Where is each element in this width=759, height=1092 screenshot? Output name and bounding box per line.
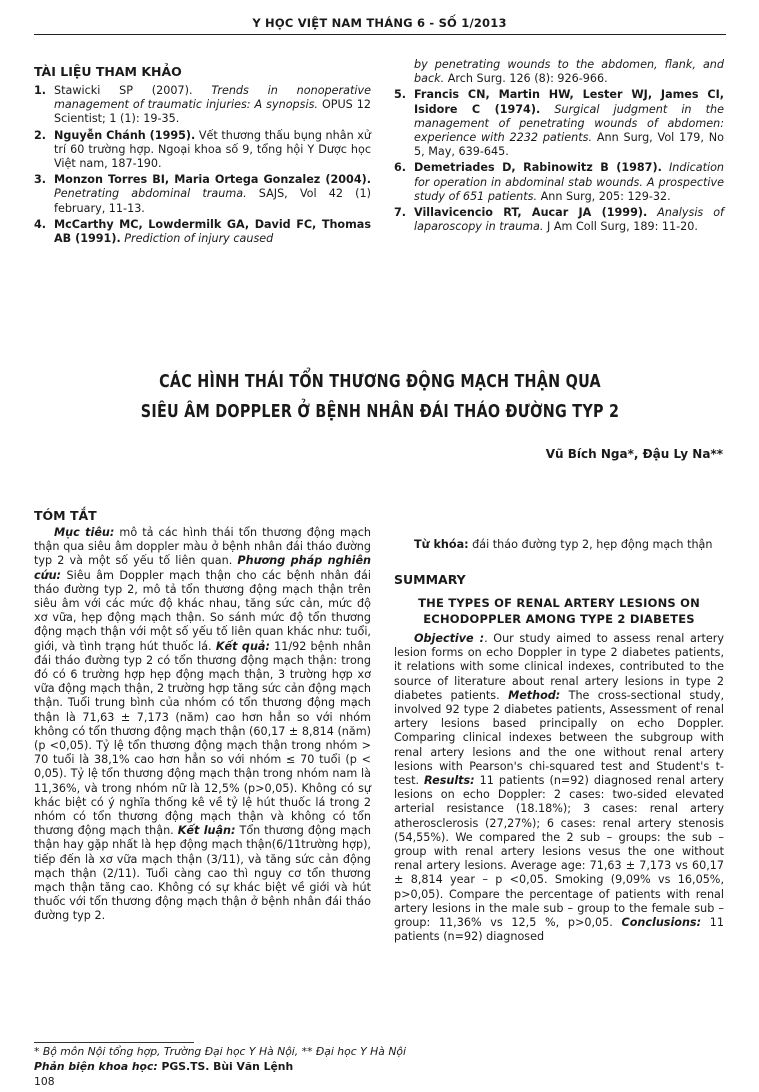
result-label: Kết quả: (215, 639, 270, 653)
article-authors: Vũ Bích Nga*, Đậu Ly Na** (545, 447, 723, 461)
reference-number: 2. (34, 128, 47, 142)
page-number: 108 (34, 1075, 55, 1088)
reference-item (394, 206, 724, 234)
conclusion-label: Kết luận: (177, 824, 236, 838)
reference-item (394, 161, 724, 204)
reference-number: 7. (394, 206, 407, 220)
method-text: Siêu âm Doppler mạch thận cho các bệnh nhân đái tháo đường typ 2, mô tả tổn thương động mạch thận trên siêu âm với các mức độ khác nhau, tăng sức cản, mức độ xơ vữa, hẹp động mạch thận. So sánh mức độ tổn thương động mạch thận với một số yếu tố liên quan khác như: tuổi, giới, và tình trạng hút thuốc lá. (34, 568, 371, 653)
reference-source: SAJS, Vol 42 (1) february, 11-13. (54, 187, 372, 215)
reference-source: Arch Surg. 126 (8): 926-966. (444, 72, 608, 86)
method-label: Method: (508, 688, 561, 702)
footnote-reviewer (34, 1060, 724, 1073)
reference-title: Indication for operation in abdominal stab wounds. A prospective study of 651 patients. (414, 161, 725, 203)
footnote-rule (34, 1042, 194, 1043)
results-text: 11 patients (n=92) diagnosed renal artery lesions on echo Doppler: 2 cases: two-sided elevated arterial resistance (18.18%); 3 cases: renal artery atherosclerosis (27,27%); 6 cases: renal artery stenosis (54,55%). We compared the 2 sub – groups: the sub – group with renal artery lesions vesus the one without renal artery lesions. Average age: 71,63 ± 7,173 vs 60,17 ± 8,814 year – p <0,05. Smoking (9,09% vs 16,05%, p>0,05). Compare the percentage of patients with renal artery lesions in the male sub – group to the female sub – group: 11,36% vs 12,5 %, p>0,05. (394, 774, 725, 930)
result-text: 11/92 bệnh nhân đái tháo đường typ 2 có tổn thương động mạch thận: trong đó có 6 trường hợp hẹp động mạch thận, 3 trường hợp xơ vữa động mạch thận, 2 trường hợp tăng sức cản động mạch thận. Tuổi trung bình của nhóm có tổn thương động mạch thận là 71,63 ± 7,173 (năm) cao hơn hẳn so với nhóm không có tổn thương động mạch thận (60,17 ± 8,814 (năm) (p <0,05). Tỷ lệ tổn thương động mạch thận trong nhóm > 70 tuổi là 38,1% cao hơn hẳn so với nhóm ≤ 70 tuổi (p < 0,05). Tỷ lệ tổn thương động mạch thận trong nhóm nam là 11,36%, và trong nhóm nữ là 12,5% (p>0,05). Không có sự khác biệt có ý nghĩa thống kê về tỷ lệ hút thuốc lá trong 2 nhóm có tổn thương động mạch thận và không có tổn thương động mạch thận. (34, 639, 372, 838)
reference-source: Ann Surg, Vol 179, No 5, May, 639-645. (414, 131, 724, 159)
reference-author: Stawicki SP (2007). (54, 84, 212, 97)
reference-title: Analysis of laparoscopy in trauma. (414, 206, 724, 234)
reference-number: 5. (394, 88, 407, 102)
reference-author: Villavicencio RT, Aucar JA (1999). (414, 206, 648, 220)
reference-number: 3. (34, 173, 47, 187)
objective-label: Objective : (414, 632, 485, 645)
references-left-column (34, 84, 371, 248)
summary-body (394, 632, 724, 944)
reference-number: 4. (34, 217, 47, 231)
keywords-text: đái tháo đường typ 2, hẹp động mạch thận (468, 538, 713, 551)
references-heading: TÀI LIỆU THAM KHẢO (34, 64, 182, 79)
keywords-label: Từ khóa: (414, 538, 469, 551)
reference-title: Prediction of injury caused (120, 232, 274, 246)
article-title-line-2: SIÊU ÂM DOPPLER Ở BỆNH NHÂN ĐÁI THÁO ĐƯỜNG TYP 2 (140, 402, 620, 422)
reference-author: Monzon Torres BI, Maria Ortega Gonzalez (2004). (54, 173, 371, 187)
reference-item (34, 218, 371, 246)
reference-number: 1. (34, 84, 47, 97)
summary-title-line-2: ECHODOPPLER AMONG TYPE 2 DIABETES (423, 612, 695, 626)
summary-paragraph (394, 632, 724, 944)
results-label: Results: (424, 774, 475, 788)
header-rule (34, 34, 726, 35)
keywords-paragraph (394, 538, 724, 552)
conclusions-text: 11 patients (n=92) diagnosed (394, 916, 724, 944)
reviewer-name: PGS.TS. Bùi Văn Lệnh (157, 1060, 294, 1073)
abstract-vi-paragraph (34, 526, 371, 924)
reference-author: Nguyễn Chánh (1995). (54, 128, 196, 142)
article-title-line-1: CÁC HÌNH THÁI TỔN THƯƠNG ĐỘNG MẠCH THẬN QUA (159, 372, 601, 392)
objective-text: mô tả các hình thái tổn thương động mạch thận qua siêu âm doppler màu ở bệnh nhân đái tháo đường typ 2 và một số yếu tố liên quan. (34, 526, 371, 568)
summary-heading: SUMMARY (394, 572, 466, 587)
reference-title: Surgical judgment in the management of penetrating wounds of abdomen: experience with 2232 patients. (414, 102, 725, 145)
keywords-block (394, 538, 724, 552)
reference-source: J Am Coll Surg, 189: 11-20. (543, 220, 698, 234)
reference-continuation (394, 58, 724, 86)
conclusions-label: Conclusions: (621, 916, 702, 930)
reference-number: 6. (394, 161, 407, 175)
references-right-column (394, 58, 724, 236)
summary-title-line-1: THE TYPES OF RENAL ARTERY LESIONS ON (418, 596, 700, 610)
objective-label: Mục tiêu: (54, 526, 115, 539)
footnote-affiliations: * Bộ môn Nội tổng hợp, Trường Đại học Y Hà Nội, ** Đại học Y Hà Nội (34, 1045, 407, 1058)
journal-header: Y HỌC VIỆT NAM THÁNG 6 - SỐ 1/2013 (252, 16, 507, 30)
reviewer-label: Phản biện khoa học: (34, 1060, 158, 1073)
method-label: Phương pháp nghiên cứu: (34, 554, 372, 582)
conclusion-text: Tổn thương động mạch thận hay gặp nhất là hẹp động mạch thận(6/11trường hợp), tiếp đến là xơ vữa mạch thận (3/11), và tăng sức cản động mạch thận (2/11). Tuổi càng cao thì nguy cơ tổn thương mạch thận tăng cao. Không có sự khác biệt về giới và hút thuốc với tổn thương động mạch thận ở bệnh nhân đái tháo đường typ 2. (34, 824, 372, 923)
abstract-vi-heading: TÓM TẮT (34, 508, 97, 523)
reference-item (34, 84, 371, 127)
objective-text: . Our study aimed to assess renal artery lesion forms on echo Doppler in type 2 diabetes patients, it relations with some clinical indexes, contributed to the source of literature about renal artery lesions in type 2 diabetes patients. (394, 632, 724, 702)
reference-item (34, 173, 371, 216)
reference-source: Vết thương thấu bụng nhân xử trí 60 trường hợp. Ngoại khoa số 9, tổng hội Y Dược học Việt nam, 187-190. (54, 128, 371, 171)
abstract-vi-body (34, 526, 371, 924)
reference-source: Ann Surg, 205: 129-32. (537, 189, 671, 203)
reference-source: OPUS 12 Scientist; 1 (1): 19-35. (54, 98, 371, 126)
reference-title: Trends in nonoperative management of traumatic injuries: A synopsis. (54, 84, 371, 112)
method-text: The cross-sectional study, involved 92 type 2 diabetes patients, Assessment of renal artery lesions based principally on echo Doppler. Comparing clinical indexes between the subgroup with renal artery lesions and the one without renal artery lesions with Pearson's chi-squared test and Student's t-test. (394, 688, 724, 788)
reference-title: Penetrating abdominal trauma. (54, 187, 247, 201)
reference-title: by penetrating wounds to the abdomen, flank, and back. (414, 58, 724, 86)
reference-author: Francis CN, Martin HW, Lester WJ, James CI, Isidore C (1974). (414, 88, 724, 116)
reference-author: Demetriades D, Rabinowitz B (1987). (414, 161, 662, 175)
reference-item (394, 88, 724, 159)
reference-author: McCarthy MC, Lowdermilk GA, David FC, Thomas AB (1991). (54, 217, 371, 246)
reference-item (34, 129, 371, 172)
